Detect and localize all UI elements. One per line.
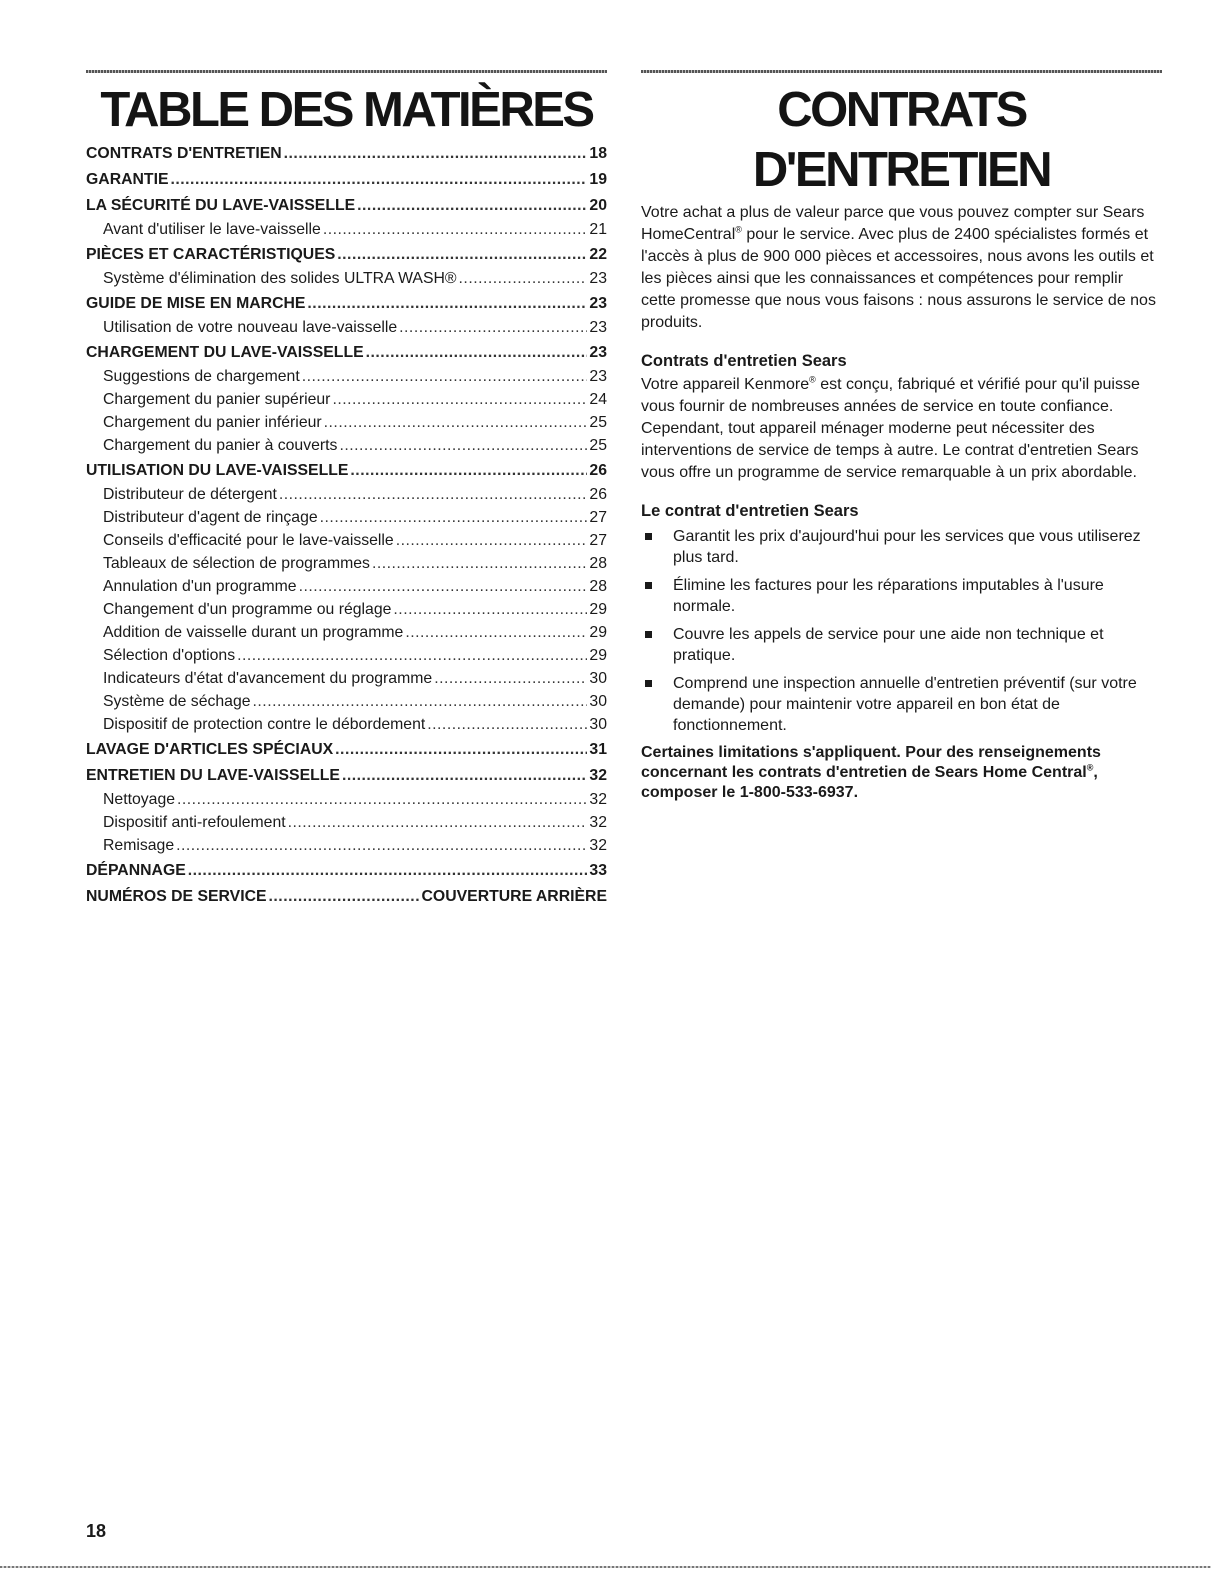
toc-leader-dots	[350, 459, 587, 483]
contract-benefits-list	[641, 526, 1162, 736]
toc-leader-dots	[288, 811, 588, 834]
toc-entry	[86, 365, 607, 388]
toc-entry-page: 19	[589, 171, 607, 188]
toc-entry-page: 25	[589, 414, 607, 431]
toc-entry-label: NUMÉROS DE SERVICE	[86, 888, 267, 905]
toc-entry-page: 24	[589, 391, 607, 408]
toc-entry	[86, 434, 607, 457]
toc-entry	[86, 859, 607, 883]
toc-leader-dots	[372, 552, 587, 575]
toc-entry-label: Dispositif de protection contre le débordement	[103, 716, 426, 733]
toc-entry	[86, 764, 607, 788]
toc-entry-label: ENTRETIEN DU LAVE-VAISSELLE	[86, 767, 340, 784]
contracts-title: CONTRATS D'ENTRETIEN	[752, 83, 1051, 197]
toc-leader-dots	[299, 575, 588, 598]
toc-leader-dots	[253, 690, 588, 713]
toc-leader-dots	[176, 834, 587, 857]
toc-entry-page: 29	[589, 624, 607, 641]
toc-entry	[86, 598, 607, 621]
section-heading-sears-contracts: Contrats d'entretien Sears	[641, 352, 847, 370]
toc-entry-label: Chargement du panier à couverts	[103, 437, 338, 454]
toc-entry-page: 23	[589, 344, 607, 361]
toc-entry	[86, 292, 607, 316]
list-item-text: Garantit les prix d'aujourd'hui pour les services que vous utiliserez plus tard.	[673, 528, 1141, 566]
toc-leader-dots	[396, 529, 588, 552]
toc-entry-label: Tableaux de sélection de programmes	[103, 555, 370, 572]
toc-entry	[86, 885, 607, 909]
toc-leader-dots	[399, 316, 587, 339]
toc-entry-label: CHARGEMENT DU LAVE-VAISSELLE	[86, 344, 364, 361]
toc-entry-label: Chargement du panier supérieur	[103, 391, 331, 408]
toc-entry-label: Dispositif anti-refoulement	[103, 814, 286, 831]
toc-leader-dots	[284, 142, 588, 166]
toc-entry-page: 23	[589, 368, 607, 385]
toc-entry-page: 32	[589, 814, 607, 831]
toc-entry-page: 30	[589, 716, 607, 733]
toc-entry-label: Chargement du panier inférieur	[103, 414, 322, 431]
toc-entry-label: Changement d'un programme ou réglage	[103, 601, 392, 618]
toc-entry-page: 23	[589, 270, 607, 287]
list-item-text: Comprend une inspection annuelle d'entretien préventif (sur votre demande) pour maintenir votre appareil en bon état de fonctionnement.	[673, 675, 1137, 734]
toc-entry	[86, 738, 607, 762]
toc-entry-page: 29	[589, 601, 607, 618]
toc-entry	[86, 644, 607, 667]
toc-entry-label: Utilisation de votre nouveau lave-vaisselle	[103, 319, 398, 336]
toc-entry-page: 22	[589, 246, 607, 263]
toc-entry	[86, 552, 607, 575]
bottom-rule	[0, 1566, 1211, 1568]
toc-entry-page: 20	[589, 197, 607, 214]
toc-leader-dots	[320, 506, 588, 529]
toc-entry-label: Système de séchage	[103, 693, 251, 710]
toc-entry	[86, 834, 607, 857]
toc-entry-label: Sélection d'options	[103, 647, 236, 664]
toc-leader-dots	[279, 483, 588, 506]
square-bullet-icon	[645, 631, 652, 638]
toc-title: TABLE DES MATIÈRES	[100, 83, 593, 137]
toc-entry-label: PIÈCES ET CARACTÉRISTIQUES	[86, 246, 336, 263]
toc-leader-dots	[337, 243, 587, 267]
toc-entry	[86, 788, 607, 811]
toc-entry-label: Addition de vaisselle durant un programme	[103, 624, 404, 641]
toc-entry	[86, 506, 607, 529]
toc-entry	[86, 218, 607, 241]
closing-statement: Certaines limitations s'appliquent. Pour des renseignements concernant les contrats d'entretien de Sears Home Central®, composer le 1-800-533-6937.	[641, 744, 1101, 801]
list-item	[641, 526, 1162, 568]
toc-entry	[86, 388, 607, 411]
list-item-text: Élimine les factures pour les réparations imputables à l'usure normale.	[673, 577, 1104, 615]
toc-leader-dots	[434, 667, 587, 690]
toc-entry	[86, 483, 607, 506]
toc-list	[86, 142, 607, 909]
toc-entry	[86, 459, 607, 483]
toc-entry-label: Nettoyage	[103, 791, 176, 808]
toc-leader-dots	[324, 411, 588, 434]
toc-entry-label: GARANTIE	[86, 171, 169, 188]
toc-entry-label: Suggestions de chargement	[103, 368, 300, 385]
list-item	[641, 624, 1162, 666]
toc-entry-page: 27	[589, 509, 607, 526]
toc-entry-page: 32	[589, 837, 607, 854]
toc-entry-label: Conseils d'efficacité pour le lave-vaisselle	[103, 532, 394, 549]
toc-entry-label: CONTRATS D'ENTRETIEN	[86, 145, 282, 162]
section-heading-sears-contract: Le contrat d'entretien Sears	[641, 502, 859, 520]
square-bullet-icon	[645, 680, 652, 687]
toc-entry-label: GUIDE DE MISE EN MARCHE	[86, 295, 306, 312]
toc-entry-page: 27	[589, 532, 607, 549]
page-number: 18	[86, 1521, 107, 1541]
toc-entry-label: UTILISATION DU LAVE-VAISSELLE	[86, 462, 349, 479]
toc-leader-dots	[177, 788, 587, 811]
toc-entry-page: 32	[589, 767, 607, 784]
toc-entry	[86, 194, 607, 218]
toc-entry-page: 21	[589, 221, 607, 238]
toc-entry	[86, 575, 607, 598]
intro-paragraph: Votre achat a plus de valeur parce que vous pouvez compter sur Sears HomeCentral® pour le service. Avec plus de 2400 spécialistes formés et l'accès à plus de 900 000 pièces et accessoires, nous avons les outils et les pièces ainsi que les connaissances et compétences pour remplir cette promesse que nous vous faisons : nous assurons le service de nos produits.	[641, 204, 1156, 331]
toc-entry	[86, 316, 607, 339]
toc-entry	[86, 811, 607, 834]
toc-entry-page: 26	[589, 486, 607, 503]
toc-entry-label: Distributeur de détergent	[103, 486, 277, 503]
toc-leader-dots	[335, 738, 587, 762]
toc-entry	[86, 168, 607, 192]
toc-entry-page: 30	[589, 693, 607, 710]
toc-entry-label: DÉPANNAGE	[86, 862, 186, 879]
toc-entry-page: 29	[589, 647, 607, 664]
toc-leader-dots	[427, 713, 587, 736]
service-contracts-column	[641, 80, 1162, 819]
toc-entry	[86, 411, 607, 434]
toc-entry	[86, 267, 607, 290]
toc-leader-dots	[339, 434, 587, 457]
toc-leader-dots	[171, 168, 588, 192]
toc-leader-dots	[188, 859, 588, 883]
toc-entry	[86, 690, 607, 713]
toc-entry-page: 26	[589, 462, 607, 479]
toc-entry-page: 25	[589, 437, 607, 454]
toc-entry	[86, 621, 607, 644]
toc-leader-dots	[237, 644, 587, 667]
toc-entry-page: COUVERTURE ARRIÈRE	[421, 888, 607, 905]
toc-leader-dots	[357, 194, 587, 218]
list-item-text: Couvre les appels de service pour une aide non technique et pratique.	[673, 626, 1104, 664]
toc-entry-page: 28	[589, 578, 607, 595]
toc-entry-page: 32	[589, 791, 607, 808]
toc-entry	[86, 142, 607, 166]
toc-leader-dots	[323, 218, 588, 241]
top-rule-left	[86, 70, 607, 73]
toc-leader-dots	[393, 598, 587, 621]
toc-entry	[86, 713, 607, 736]
toc-leader-dots	[269, 885, 420, 909]
toc-entry-page: 28	[589, 555, 607, 572]
toc-leader-dots	[459, 267, 588, 290]
kenmore-paragraph: Votre appareil Kenmore® est conçu, fabriqué et vérifié pour qu'il puisse vous fournir de nombreuses années de service en toute confiance. Cependant, tout appareil ménager moderne peut nécessiter des interventions de service de temps à autre. Le contrat d'entretien Sears vous offre un programme de service remarquable à un prix abordable.	[641, 374, 1140, 481]
toc-entry-page: 30	[589, 670, 607, 687]
toc-entry-label: Remisage	[103, 837, 175, 854]
top-rule-right	[641, 70, 1162, 73]
list-item	[641, 673, 1162, 736]
toc-leader-dots	[332, 388, 587, 411]
toc-entry-label: Annulation d'un programme	[103, 578, 297, 595]
toc-leader-dots	[302, 365, 588, 388]
toc-entry	[86, 243, 607, 267]
toc-entry-page: 23	[589, 319, 607, 336]
square-bullet-icon	[645, 582, 652, 589]
toc-entry-label: Indicateurs d'état d'avancement du programme	[103, 670, 433, 687]
toc-entry-page: 23	[589, 295, 607, 312]
toc-entry-page: 31	[589, 741, 607, 758]
toc-leader-dots	[405, 621, 587, 644]
toc-entry-page: 33	[589, 862, 607, 879]
toc-entry-label: Distributeur d'agent de rinçage	[103, 509, 318, 526]
list-item	[641, 575, 1162, 617]
table-of-contents-column	[86, 80, 607, 909]
toc-leader-dots	[307, 292, 587, 316]
toc-entry-label: LAVAGE D'ARTICLES SPÉCIAUX	[86, 741, 334, 758]
toc-entry	[86, 667, 607, 690]
square-bullet-icon	[645, 533, 652, 540]
toc-entry-label: LA SÉCURITÉ DU LAVE-VAISSELLE	[86, 197, 356, 214]
toc-entry-label: Avant d'utiliser le lave-vaisselle	[103, 221, 321, 238]
toc-entry-page: 18	[589, 145, 607, 162]
toc-entry-label: Système d'élimination des solides ULTRA WASH®	[103, 270, 457, 287]
toc-leader-dots	[366, 341, 588, 365]
toc-entry	[86, 341, 607, 365]
toc-leader-dots	[342, 764, 587, 788]
toc-entry	[86, 529, 607, 552]
